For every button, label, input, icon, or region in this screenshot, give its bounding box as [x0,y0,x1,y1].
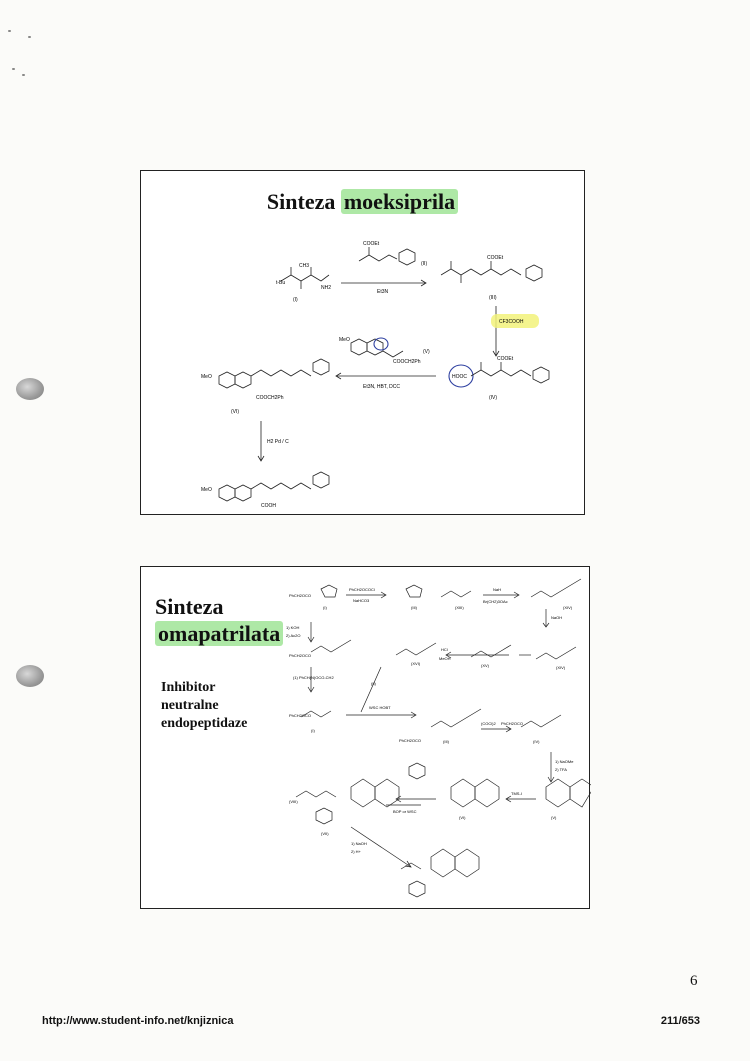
label-r1: (I) [323,605,327,610]
label-nahco3: NaHCO3 [353,598,370,603]
label-meo-vii: MeO [201,487,212,493]
footer-url[interactable]: http://www.student-info.net/knjiznica [42,1015,234,1027]
label-naoh: NaOH [551,615,563,620]
label-cooh: COOH [261,503,276,509]
label-cbz: PhCH2OCO [289,593,312,598]
label-cpd4: (IV) [489,395,498,401]
label-meo-vi: MeO [201,374,212,380]
label-naome: 1) NaOMe [555,759,574,764]
label-nh2: NH2 [321,285,332,291]
label-r16: (XVI) [411,661,421,666]
label-ac2o: 2) Ac2O [286,633,301,638]
footer-page-count: 211/653 [660,1015,700,1027]
label-ch3: CH3 [299,263,310,269]
moeksipril-scheme [141,171,586,516]
slide-omapatrilat [140,566,590,909]
label-cooet-iv: COOEt [497,356,514,362]
label-coupling: Et3N, HBT, DCC [363,384,400,390]
label-cpd1: (I) [293,297,298,303]
label-alkyl: (1) PhCH(N)OCO-CH2 [293,675,334,680]
label-cf3cooh: CF3COOH [499,319,524,325]
label-wsc: WSC HOBT [369,705,391,710]
label-cooet: COOEt [363,241,380,247]
scan-speck [22,74,25,76]
label-step1: 1) NaOH [351,841,367,846]
label-r3: (III) [411,605,417,610]
scan-speck [8,30,11,32]
label-cocl2: (COCl)2 [481,721,496,726]
omapatrilat-scheme [141,567,591,910]
label-r5: (V) [551,815,557,820]
label-tfa: 2) TFA [555,767,567,772]
label-hydrogenation: H2 Pd / C [267,439,289,445]
label-et3n: Et3N [377,289,389,295]
label-meo: MeO [339,337,350,343]
label-hooc: HOOC [452,374,467,380]
label-br: Br(CH2)3OAc [483,599,508,604]
title-highlight: moeksiprila [341,189,458,214]
page-number: 6 [690,973,698,989]
subtitle-line: neutralne [161,698,219,713]
label-cooch2ph: COOCH2Ph [393,359,421,365]
label-cbz-3: PhCH2OCO [289,713,312,718]
label-r4: (IV) [533,739,540,744]
label-cbz-4: PhCH2OCO [399,738,422,743]
label-r15: (XV) [481,663,489,668]
label-r1b: (I) [311,728,315,733]
label-tbu: t-Bu [276,280,286,286]
label-cbz-5: PhCH2OCO [501,721,524,726]
label-r7: (VII) [321,831,329,836]
label-hcl: HCl [441,647,448,652]
slide-moeksipril [140,170,585,515]
label-reagent-ii: (II) [421,261,428,267]
label-r2: (II) [371,681,376,686]
punch-hole-bottom [16,665,44,687]
label-nah: NaH [493,587,502,592]
label-cpd5: (V) [423,349,430,355]
label-koh: 1) KOH [286,625,300,630]
label-cbzcl: PhCH2OCOCl [349,587,375,592]
label-step2: 2) H+ [351,849,361,854]
label-r3b: (III) [443,739,449,744]
label-r14b: (XIV) [556,665,566,670]
label-cpd6: (VI) [231,409,240,415]
scan-speck [12,68,15,70]
punch-hole-top [16,378,44,400]
label-meoh: MeOH [439,656,451,661]
title-text: Sinteza [266,189,336,214]
label-cpd3: (III) [489,295,497,301]
label-cooch2ph-vi: COOCH2Ph [256,395,284,401]
label-r14: (XIV) [563,605,573,610]
scan-speck [28,36,31,38]
label-r6: (VI) [459,815,466,820]
title-highlight: omapatrilata [155,621,283,646]
label-r8: (VIII) [289,799,298,804]
subtitle-line: endopeptidaze [161,716,248,731]
label-bop: BOP or WSC [393,809,417,814]
subtitle-line: Inhibitor [161,680,216,695]
label-cooet-iii: COOEt [487,255,504,261]
title-line1: Sinteza [155,594,224,619]
label-tmsi: TMS-I [511,791,522,796]
label-r13: (XIII) [455,605,464,610]
label-cbz-2: PhCH2OCO [289,653,312,658]
